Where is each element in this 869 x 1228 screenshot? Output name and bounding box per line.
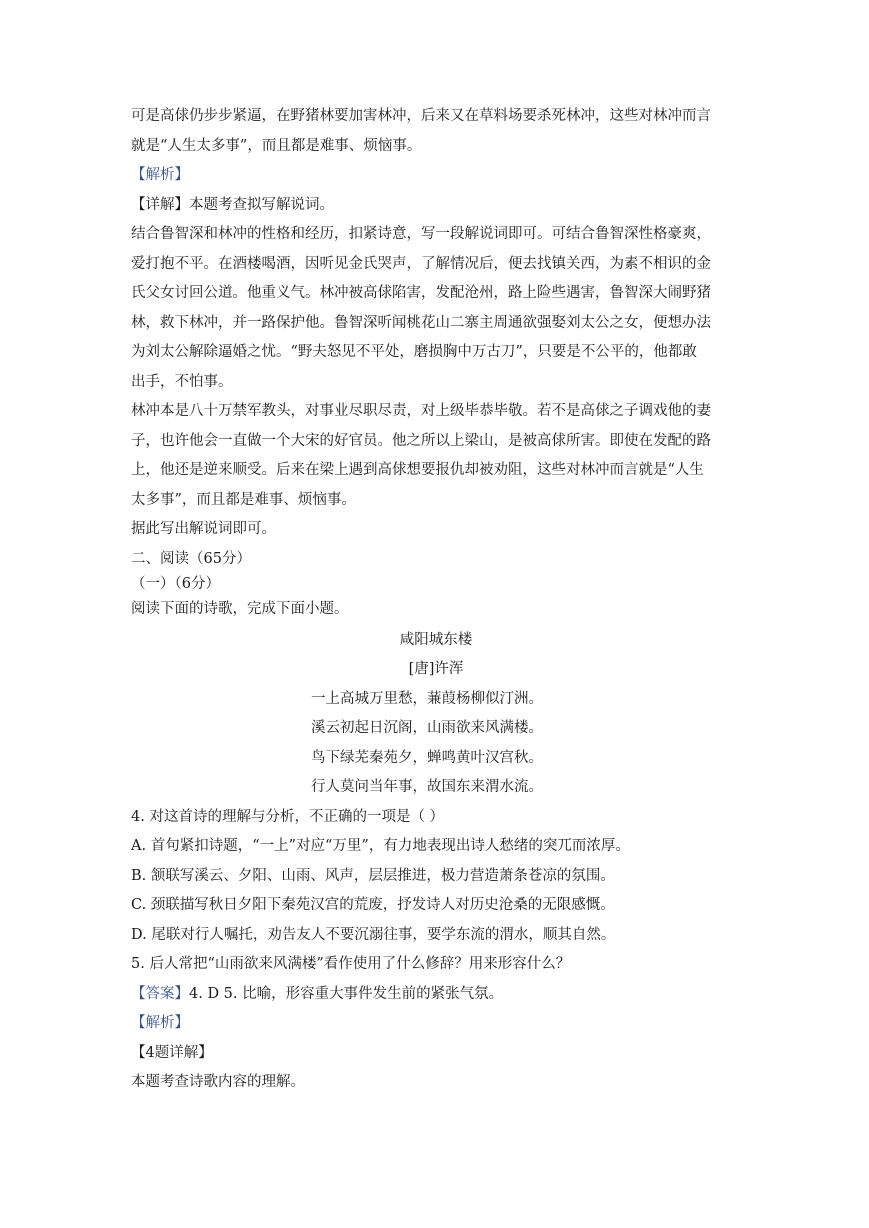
question-4: 4. 对这首诗的理解与分析，不正确的一项是（ ） — [131, 809, 445, 825]
answer-tag: 【答案】 — [131, 986, 189, 1002]
poem-verse: 鸟下绿芜秦苑夕，蝉鸣黄叶汉宫秋。 — [311, 750, 543, 766]
detail-heading: 【4题详解】 — [131, 1045, 213, 1061]
poem-title: 咸阳城东楼 — [399, 632, 473, 648]
text-line: 出手，不怕事。 — [131, 374, 233, 390]
text-line: 可是高俅仍步步紧逼，在野猪林要加害林冲，后来又在草料场要杀死林冲，这些对林冲而言 — [131, 108, 711, 124]
text-line: 结合鲁智深和林冲的性格和经历，扣紧诗意，写一段解说词即可。可结合鲁智深性格豪爽， — [131, 226, 711, 242]
text-line: 太多事”，而且都是难事、烦恼事。 — [131, 492, 356, 508]
text-line: 上，他还是逆来顺受。后来在梁上遇到高俅想要报仇却被劝阻，这些对林冲而言就是“人生 — [131, 462, 704, 478]
text-line: 就是“人生太多事”，而且都是难事、烦恼事。 — [131, 138, 422, 154]
analysis-heading: 【解析】 — [131, 167, 189, 183]
answer-text: 4. D 5. 比喻，形容重大事件发生前的紧张气氛。 — [189, 986, 504, 1002]
poem-verse: 行人莫问当年事，故国东来渭水流。 — [311, 779, 543, 795]
poem-verse: 一上高城万里愁，蒹葭杨柳似汀洲。 — [311, 691, 543, 707]
question-5: 5. 后人常把“山雨欲来风满楼”看作使用了什么修辞？用来形容什么？ — [131, 956, 571, 972]
option-d: D. 尾联对行人嘱托，劝告友人不要沉溺往事，要学东流的渭水，顺其自然。 — [131, 927, 616, 943]
text-line: 林，救下林冲，并一路保护他。鲁智深听闻桃花山二寨主周通欲强娶刘太公之女，便想办法 — [131, 315, 711, 331]
text-line: 氏父女讨回公道。他重义气。林冲被高俅陷害，发配沧州，路上险些遇害，鲁智深大闹野猪 — [131, 285, 711, 301]
detail-heading: 【详解】本题考查拟写解说词。 — [131, 197, 334, 213]
poem-verse: 溪云初起日沉阁，山雨欲来风满楼。 — [311, 720, 543, 736]
subsection-heading: （一）（6分） — [131, 576, 220, 592]
text-line: 本题考查诗歌内容的理解。 — [131, 1074, 305, 1090]
text-line: 子，也许他会一直做一个大宋的好官员。他之所以上梁山，是被高俅所害。即使在发配的路 — [131, 433, 711, 449]
instruction: 阅读下面的诗歌，完成下面小题。 — [131, 601, 349, 617]
option-b: B. 颔联写溪云、夕阳、山雨、风声，层层推进，极力营造萧条苍凉的氛围。 — [131, 868, 615, 884]
text-line: 林冲本是八十万禁军教头，对事业尽职尽责，对上级毕恭毕敬。若不是高俅之子调戏他的妻 — [131, 403, 711, 419]
option-a: A. 首句紧扣诗题，“一上”对应“万里”，有力地表现出诗人愁绪的突兀而浓厚。 — [131, 838, 630, 854]
option-c: C. 颈联描写秋日夕阳下秦苑汉宫的荒废，抒发诗人对历史沧桑的无限感慨。 — [131, 897, 615, 913]
text-line: 为刘太公解除逼婚之忧。“野夫怒见不平处，磨损胸中万古刀”，只要是不公平的，他都敢 — [131, 344, 697, 360]
analysis-heading: 【解析】 — [131, 1015, 189, 1031]
text-line: 爱打抱不平。在酒楼喝酒，因听见金氏哭声，了解情况后，便去找镇关西，为素不相识的金 — [131, 256, 711, 272]
text-line: 据此写出解说词即可。 — [131, 521, 276, 537]
section-heading: 二、阅读（65分） — [131, 551, 251, 567]
poem-author: [唐]许浑 — [408, 661, 464, 677]
answer-line — [131, 984, 503, 1004]
